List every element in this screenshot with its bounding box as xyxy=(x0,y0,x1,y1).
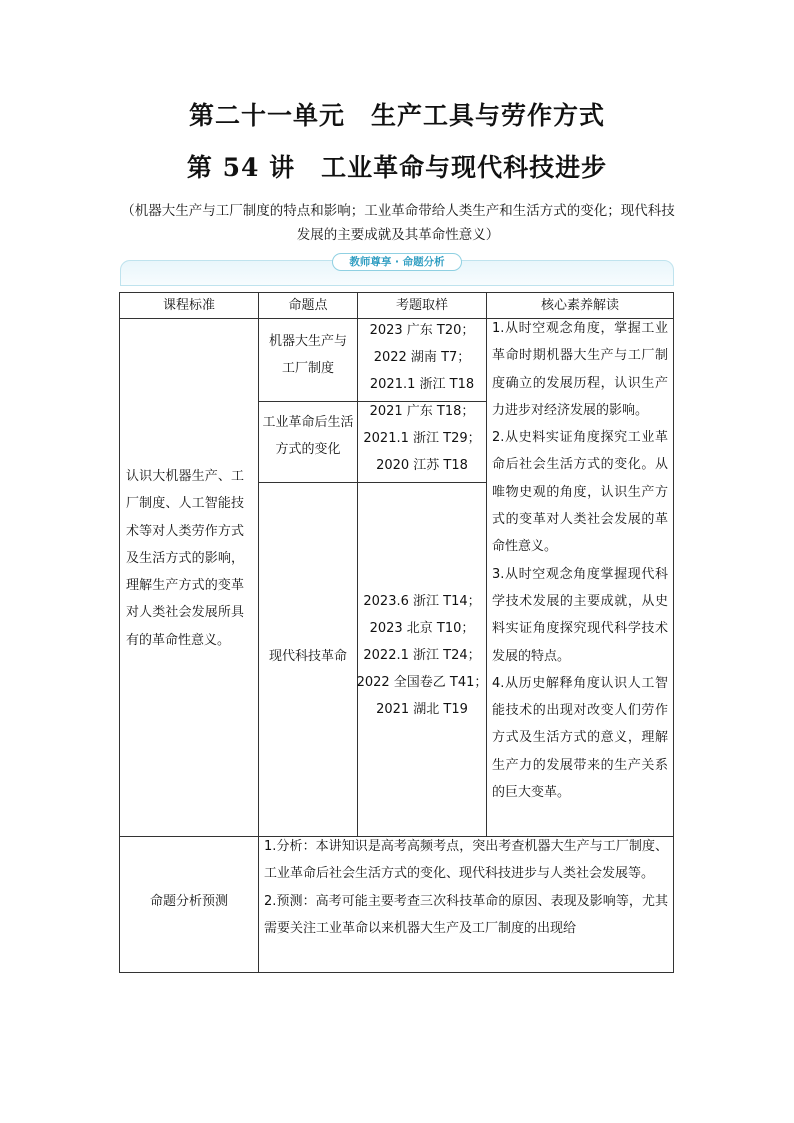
sample-item: 2022 湖南 T7； xyxy=(373,350,471,365)
sample-item: 2021 湖北 T19 xyxy=(376,702,468,717)
header-literacy: 核心素养解读 xyxy=(540,298,619,313)
literacy-item: 3.从时空观念角度掌握现代科学技术发展的主要成就，从史料实证角度探究现代科学技术发展的特点。 xyxy=(492,566,668,664)
header-samples: 考题取样 xyxy=(395,298,448,313)
literacy-item: 2.从史料实证角度探究工业革命后社会生活方式的变化。从唯物史观的角度，认识生产方式的变革对人类社会发展的革命性意义。 xyxy=(492,430,668,555)
sample-item: 2022 全国卷乙 T41； xyxy=(356,675,488,690)
sample-item: 2023 北京 T10； xyxy=(369,621,475,636)
point-machine-production: 机器大生产与工厂制度 xyxy=(268,334,347,376)
curriculum-standard: 认识大机器生产、工厂制度、人工智能技术等对人类劳作方式及生活方式的影响，理解生产方式的变革对人类社会发展所具有的革命性意义。 xyxy=(126,469,244,648)
sample-item: 2020 江苏 T18 xyxy=(376,458,468,473)
literacy-list xyxy=(492,315,668,806)
lecture-title: 第 54 讲 工业革命与现代科技进步 xyxy=(186,153,608,182)
sample-item: 2023 广东 T20； xyxy=(369,323,475,338)
point-lifestyle-change: 工业革命后生活方式的变化 xyxy=(262,415,354,457)
sample-item: 2021.1 浙江 T18 xyxy=(369,377,475,392)
teacher-banner-label: 教师尊享 · 命题分析 xyxy=(332,253,462,271)
literacy-item: 1.从时空观念角度，掌握工业革命时期机器大生产与工厂制度确立的发展历程，认识生产力进步对经济发展的影响。 xyxy=(492,321,668,418)
sample-item: 2023.6 浙江 T14； xyxy=(363,594,481,609)
unit-title: 第二十一单元 生产工具与劳作方式 xyxy=(188,101,605,130)
header-standard: 课程标准 xyxy=(162,298,215,313)
point-modern-tech: 现代科技革命 xyxy=(268,649,347,664)
literacy-item: 4.从历史解释角度认识人工智能技术的出现对改变人们劳作方式及生活方式的意义，理解生产力的发展带来的生产关系的巨大变革。 xyxy=(492,675,668,801)
sample-item: 2021 广东 T18； xyxy=(369,404,475,419)
sample-item: 2022.1 浙江 T24； xyxy=(363,648,481,663)
analysis-label: 命题分析预测 xyxy=(149,894,228,909)
analysis-content xyxy=(264,833,668,971)
analysis-item: 1.分析：本讲知识是高考高频考点，突出考查机器大生产与工厂制度、工业革命后社会生活方式的变化、现代科技进步与人类社会发展等。 xyxy=(264,839,668,882)
lecture-subtitle: （机器大生产与工厂制度的特点和影响；工业革命带给人类生产和生活方式的变化；现代科技发展的主要成就及其革命性意义） xyxy=(121,203,675,243)
sample-item: 2021.1 浙江 T29； xyxy=(363,431,481,446)
header-point: 命题点 xyxy=(288,298,328,313)
samples-row-2 xyxy=(358,398,486,479)
samples-row-1 xyxy=(358,317,486,398)
samples-row-3 xyxy=(356,588,488,723)
analysis-item: 2.预测：高考可能主要考查三次科技革命的原因、表现及影响等，尤其需要关注工业革命以来机器大生产及工厂制度的出现给 xyxy=(264,893,668,936)
